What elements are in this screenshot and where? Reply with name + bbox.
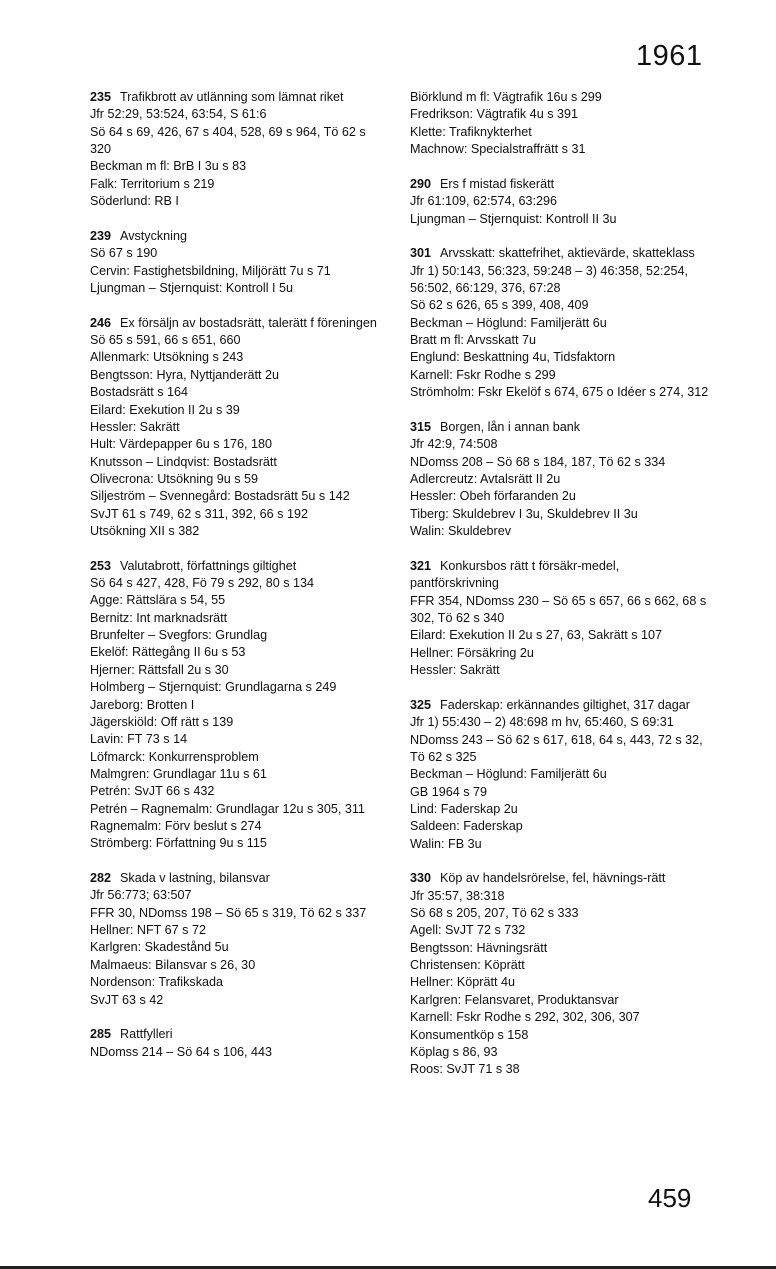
entry-heading (90, 870, 378, 887)
reference-line: Bernitz: Int marknadsrätt (90, 610, 228, 625)
entry-number: 301 (410, 246, 432, 261)
reference-line: Beckman – Höglund: Familjerätt 6u (410, 767, 607, 782)
reference-line: Söderlund: RB I (90, 194, 179, 209)
reference-line: Jfr 56:773; 63:507 (90, 888, 192, 903)
entry-number: 282 (90, 871, 112, 886)
reference-line: Hult: Värdepapper 6u s 176, 180 (90, 437, 273, 452)
reference-line: Tiberg: Skuldebrev I 3u, Skuldebrev II 3u (410, 506, 638, 521)
reference-line: Strömberg: Författning 9u s 115 (90, 836, 267, 851)
index-entry (410, 558, 710, 679)
entry-heading (90, 89, 378, 106)
reference-line: Jfr 1) 55:430 – 2) 48:698 m hv, 65:460, S 69:31 (410, 715, 674, 730)
reference-line: Sö 64 s 427, 428, Fö 79 s 292, 80 s 134 (90, 576, 315, 591)
reference-line: Machnow: Specialstraffrätt s 31 (410, 142, 586, 157)
entry-number: 239 (90, 228, 112, 243)
reference-line: Adlercreutz: Avtalsrätt II 2u (410, 472, 561, 487)
entry-heading (410, 245, 710, 262)
reference-line: Agge: Rättslära s 54, 55 (90, 593, 226, 608)
index-entry (90, 870, 378, 1009)
reference-line: NDomss 243 – Sö 62 s 617, 618, 64 s, 443, 72 s 32, Tö 62 s 325 (410, 732, 703, 764)
reference-line: Karlgren: Felansvaret, Produktansvar (410, 992, 619, 1007)
reference-line: Agell: SvJT 72 s 732 (410, 923, 526, 938)
right-column (410, 89, 710, 1096)
reference-line: Englund: Beskattning 4u, Tidsfaktorn (410, 350, 616, 365)
reference-line: FFR 354, NDomss 230 – Sö 65 s 657, 66 s 662, 68 s 302, Tö 62 s 340 (410, 593, 707, 625)
reference-line: Konsumentköp s 158 (410, 1027, 529, 1042)
entry-number: 253 (90, 558, 112, 573)
entry-number: 285 (90, 1027, 112, 1042)
entry-title: Köp av handelsrörelse, fel, hävnings-rätt (440, 871, 666, 886)
reference-line: Sö 64 s 69, 426, 67 s 404, 528, 69 s 964, Tö 62 s 320 (90, 124, 366, 157)
entry-title: Skada v lastning, bilansvar (120, 871, 270, 886)
entry-heading (410, 176, 710, 193)
index-entry (410, 697, 710, 853)
running-head-year: 1961 (636, 40, 703, 72)
reference-line: Bengtsson: Hävningsrätt (410, 940, 548, 955)
reference-line: Hessler: Sakrätt (410, 662, 500, 677)
reference-line: Klette: Trafiknykterhet (410, 124, 532, 139)
reference-line: Hellner: Köprätt 4u (410, 975, 516, 990)
page-number: 459 (648, 1183, 692, 1213)
reference-line: Roos: SvJT 71 s 38 (410, 1062, 520, 1077)
entry-number: 235 (90, 90, 112, 104)
entry-heading (410, 558, 710, 593)
index-entry (90, 558, 378, 853)
entry-number: 246 (90, 315, 112, 330)
reference-line: Sö 68 s 205, 207, Tö 62 s 333 (410, 906, 579, 921)
continued-entry (410, 89, 710, 158)
reference-line: Saldeen: Faderskap (410, 819, 523, 834)
reference-line: Ljungman – Stjernquist: Kontroll II 3u (410, 211, 617, 226)
entry-heading (90, 228, 378, 245)
reference-line: Sö 65 s 591, 66 s 651, 660 (90, 333, 241, 348)
entry-heading (410, 870, 710, 887)
reference-line: Jareborg: Brotten I (90, 697, 195, 712)
index-entry (90, 315, 378, 540)
entry-number: 325 (410, 697, 432, 712)
entry-title: Faderskap: erkännandes giltighet, 317 dagar (440, 697, 690, 712)
reference-line: Christensen: Köprätt (410, 958, 525, 973)
reference-line: Cervin: Fastighetsbildning, Miljörätt 7u s 71 (90, 263, 331, 278)
reference-line: Köplag s 86, 93 (410, 1044, 498, 1059)
reference-line: SvJT 63 s 42 (90, 992, 164, 1007)
entry-heading (90, 1026, 378, 1043)
reference-line: NDomss 208 – Sö 68 s 184, 187, Tö 62 s 334 (410, 454, 666, 469)
reference-line: Jfr 52:29, 53:524, 63:54, S 61:6 (90, 107, 267, 122)
reference-line: Sö 67 s 190 (90, 246, 158, 261)
reference-line: Karnell: Fskr Rodhe s 299 (410, 367, 556, 382)
reference-line: Falk: Territorium s 219 (90, 176, 215, 191)
index-entry (90, 1026, 378, 1061)
reference-line: Knutsson – Lindqvist: Bostadsrätt (90, 454, 277, 469)
entry-title: Rattfylleri (120, 1027, 173, 1042)
reference-line: Walin: FB 3u (410, 836, 482, 851)
entry-heading (410, 697, 710, 714)
entry-title: Borgen, lån i annan bank (440, 420, 581, 434)
reference-line: Holmberg – Stjernquist: Grundlagarna s 249 (90, 680, 337, 695)
reference-line: Bostadsrätt s 164 (90, 385, 189, 400)
reference-line: Siljeström – Svennegård: Bostadsrätt 5u s 142 (90, 489, 350, 504)
reference-line: Brunfelter – Svegfors: Grundlag (90, 628, 268, 643)
reference-line: Petrén: SvJT 66 s 432 (90, 784, 215, 799)
entry-title: Konkursbos rätt t försäkr-medel, pantförskrivning (410, 558, 620, 591)
reference-line: Ragnemalm: Förv beslut s 274 (90, 818, 262, 833)
reference-line: Ekelöf: Rättegång II 6u s 53 (90, 645, 246, 660)
reference-line: Nordenson: Trafikskada (90, 975, 224, 990)
reference-line: Fredrikson: Vägtrafik 4u s 391 (410, 107, 578, 122)
reference-line: Jägerskiöld: Off rätt s 139 (90, 714, 234, 729)
index-entry (90, 89, 378, 210)
index-entry (410, 870, 710, 1078)
reference-line: Karlgren: Skadestånd 5u (90, 940, 229, 955)
reference-line: Biörklund m fl: Vägtrafik 16u s 299 (410, 90, 602, 104)
reference-line: Karnell: Fskr Rodhe s 292, 302, 306, 307 (410, 1010, 640, 1025)
reference-line: Malmgren: Grundlagar 11u s 61 (90, 766, 267, 781)
reference-line: Walin: Skuldebrev (410, 524, 512, 539)
reference-line: Jfr 61:109, 62:574, 63:296 (410, 194, 558, 209)
reference-line: Strömholm: Fskr Ekelöf s 674, 675 o Idéer s 274, 312 (410, 385, 709, 400)
reference-line: Sö 62 s 626, 65 s 399, 408, 409 (410, 298, 589, 313)
reference-line: Hjerner: Rättsfall 2u s 30 (90, 662, 229, 677)
entry-heading (90, 315, 378, 332)
entry-number: 321 (410, 558, 432, 573)
entry-number: 330 (410, 871, 432, 886)
entry-heading (90, 558, 378, 575)
entry-number: 290 (410, 176, 432, 191)
reference-line: Olivecrona: Utsökning 9u s 59 (90, 471, 259, 486)
reference-line: Bratt m fl: Arvsskatt 7u (410, 333, 536, 348)
reference-line: NDomss 214 – Sö 64 s 106, 443 (90, 1044, 273, 1059)
reference-line: Löfmarck: Konkurrensproblem (90, 749, 259, 764)
reference-line: Hessler: Obeh förfaranden 2u (410, 489, 576, 504)
reference-line: Eilard: Exekution II 2u s 27, 63, Sakrätt s 107 (410, 628, 663, 643)
entry-title: Ex försäljn av bostadsrätt, talerätt f föreningen (120, 315, 377, 330)
reference-line: Allenmark: Utsökning s 243 (90, 350, 244, 365)
reference-line: Hellner: Försäkring 2u (410, 645, 534, 660)
reference-line: Malmaeus: Bilansvar s 26, 30 (90, 957, 256, 972)
reference-line: Utsökning XII s 382 (90, 523, 200, 538)
reference-line: Jfr 35:57, 38:318 (410, 888, 505, 903)
reference-line: Hellner: NFT 67 s 72 (90, 923, 206, 938)
reference-line: Jfr 1) 50:143, 56:323, 59:248 – 3) 46:358, 52:254, 56:502, 66:129, 376, 67:28 (410, 263, 688, 296)
reference-line: Bengtsson: Hyra, Nyttjanderätt 2u (90, 367, 280, 382)
index-entry (410, 245, 710, 401)
reference-line: SvJT 61 s 749, 62 s 311, 392, 66 s 192 (90, 506, 308, 521)
index-entry (410, 176, 710, 228)
index-entry (410, 419, 710, 540)
entry-title: Avstyckning (120, 228, 187, 243)
entry-title: Arvsskatt: skattefrihet, aktievärde, skatteklass (440, 246, 695, 261)
entry-number: 315 (410, 420, 432, 434)
entry-title: Valutabrott, författnings giltighet (120, 558, 297, 573)
left-column (90, 89, 378, 1079)
reference-line: Beckman m fl: BrB I 3u s 83 (90, 159, 247, 174)
entry-heading (410, 419, 710, 436)
entry-title: Trafikbrott av utlänning som lämnat riket (120, 90, 344, 104)
reference-line: Eilard: Exekution II 2u s 39 (90, 402, 240, 417)
reference-line: Ljungman – Stjernquist: Kontroll I 5u (90, 280, 294, 295)
reference-line: Lavin: FT 73 s 14 (90, 732, 188, 747)
reference-line: FFR 30, NDomss 198 – Sö 65 s 319, Tö 62 s 337 (90, 905, 367, 920)
reference-line: Petrén – Ragnemalm: Grundlagar 12u s 305, 311 (90, 801, 365, 816)
index-entry (90, 228, 378, 297)
reference-line: Jfr 42:9, 74:508 (410, 437, 498, 452)
reference-line: Beckman – Höglund: Familjerätt 6u (410, 315, 607, 330)
reference-line: GB 1964 s 79 (410, 784, 488, 799)
entry-title: Ers f mistad fiskerätt (440, 176, 555, 191)
reference-line: Lind: Faderskap 2u (410, 801, 518, 816)
reference-line: Hessler: Sakrätt (90, 419, 180, 434)
